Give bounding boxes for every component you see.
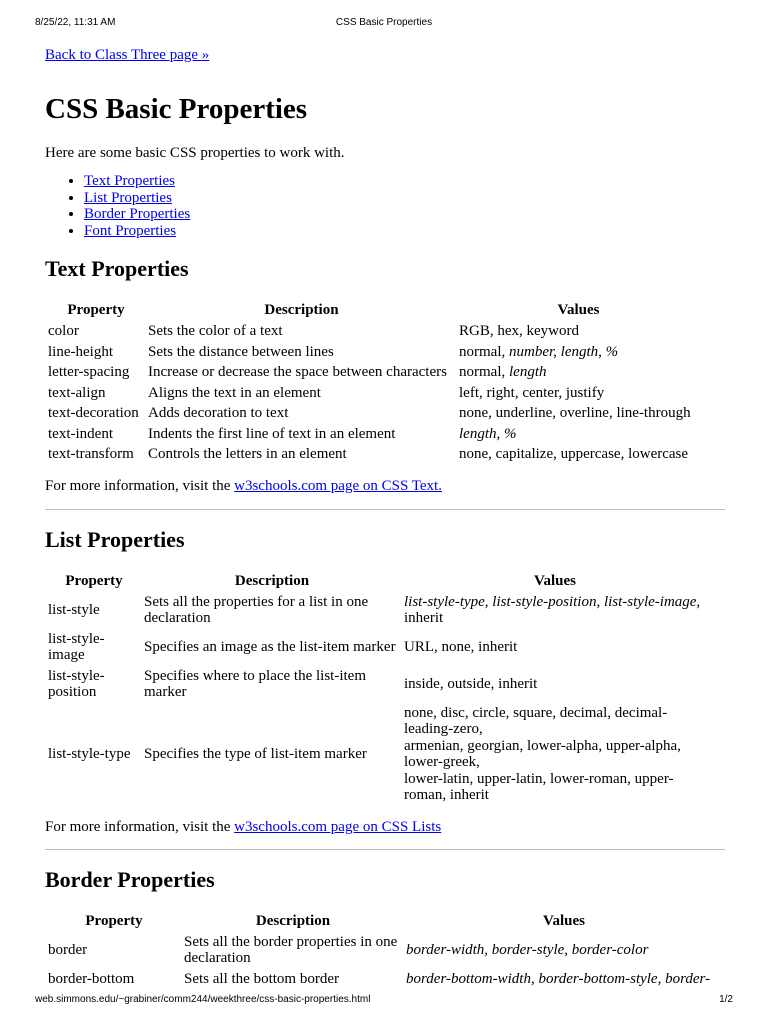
cell-description: Controls the letters in an element [148,446,347,463]
cell-values: border-width, border-style, border-color [406,942,649,959]
toc-link-border[interactable]: Border Properties [84,206,191,223]
toc-item [84,190,725,207]
table-header-row [47,911,723,931]
toc-link-font[interactable]: Font Properties [84,222,177,239]
table-row [47,933,723,968]
table-header-row [47,571,707,591]
column-header-description: Description [255,912,331,929]
cell-property: border [48,942,88,959]
print-url: web.simmons.edu/~grabiner/comm244/weekthree/css-basic-properties.html [35,994,371,1005]
text-properties-table [45,298,701,466]
table-row [47,363,699,382]
list-properties-table [45,569,709,807]
page-content [45,46,725,990]
page-title: CSS Basic Properties [45,93,308,125]
cell-description: Aligns the text in an element [148,384,321,401]
w3schools-lists-link[interactable]: w3schools.com page on CSS Lists [234,818,442,835]
cell-property: letter-spacing [48,364,130,381]
cell-property: text-indent [48,425,113,442]
cell-description: Sets all the bottom border [184,970,339,987]
column-header-property: Property [65,572,123,589]
divider [45,849,725,850]
cell-values: inside, outside, inherit [404,676,538,693]
cell-values: URL, none, inherit [404,639,518,656]
table-row [47,404,699,423]
cell-description: Specifies an image as the list-item marker [144,639,396,656]
cell-values: none, disc, circle, square, decimal, decimal-leading-zero, armenian, georgian, lower-alpha, upper-alpha, lower-greek, lower-latin, upper-latin, lower-roman, upper-roman, inherit [404,704,681,804]
cell-property: border-bottom [48,970,135,987]
section-border-properties [45,866,725,991]
section-list-properties [45,526,725,837]
cell-property: list-style-type [48,746,131,763]
cell-property: line-height [48,343,113,360]
w3schools-text-link[interactable]: w3schools.com page on CSS Text. [234,477,442,494]
print-page-number: 1/2 [719,994,733,1005]
column-header-values: Values [534,572,576,589]
table-of-contents [45,173,725,239]
cell-property: text-decoration [48,405,139,422]
cell-property: list-style [48,602,100,619]
more-info-text: For more information, visit the w3schools.com page on CSS Lists [45,818,442,835]
back-link[interactable]: Back to Class Three page » [45,47,210,63]
cell-property: color [48,323,79,340]
border-properties-table [45,909,725,991]
section-heading: Text Properties [45,256,189,282]
cell-values: RGB, hex, keyword [459,323,579,340]
cell-values: left, right, center, justify [459,384,605,401]
toc-link-list[interactable]: List Properties [84,189,172,206]
cell-values: normal, length [459,364,547,381]
print-title: CSS Basic Properties [335,17,433,28]
cell-description: Specifies the type of list-item marker [144,746,367,763]
cell-property: list-style-image [48,630,105,664]
cell-description: Sets all the border properties in one declaration [184,933,398,967]
cell-description: Sets the color of a text [148,323,283,340]
table-header-row [47,300,699,320]
section-text-properties [45,255,725,496]
cell-description: Increase or decrease the space between characters [148,364,447,381]
divider [45,509,725,510]
column-header-description: Description [264,302,339,319]
table-row [47,704,707,805]
cell-description: Sets the distance between lines [148,343,334,360]
cell-description: Indents the first line of text in an element [148,425,396,442]
more-info-text: For more information, visit the w3schools.com page on CSS Text. [45,477,442,494]
cell-description: Adds decoration to text [148,405,289,422]
table-row [47,384,699,403]
table-row [47,667,707,702]
toc-item [84,223,725,240]
intro-text: Here are some basic CSS properties to work with. [45,145,345,161]
cell-description: Specifies where to place the list-item marker [144,667,367,701]
column-header-values: Values [543,912,585,929]
column-header-description: Description [234,572,310,589]
cell-values: length, % [459,425,517,442]
section-heading: List Properties [45,526,185,552]
toc-link-text[interactable]: Text Properties [84,173,176,189]
cell-values: normal, number, length, % [459,343,619,360]
table-row [47,445,699,464]
column-header-property: Property [85,912,143,929]
toc-item [84,173,725,190]
cell-values: none, underline, overline, line-through [459,405,691,422]
table-row [47,970,723,989]
cell-values: list-style-type, list-style-position, list-style-image, inherit [404,593,701,627]
cell-values: border-bottom-width, border-bottom-style, border- [406,970,711,987]
section-heading: Border Properties [45,866,215,892]
toc-item [84,206,725,223]
print-date: 8/25/22, 11:31 AM [35,17,116,28]
cell-property: text-align [48,384,106,401]
table-row [47,343,699,362]
table-row [47,425,699,444]
cell-description: Sets all the properties for a list in one declaration [144,593,369,627]
cell-property: text-transform [48,446,134,463]
table-row [47,630,707,665]
cell-values: none, capitalize, uppercase, lowercase [459,446,689,463]
column-header-values: Values [557,302,600,319]
table-row [47,322,699,341]
cell-property: list-style-position [48,667,105,701]
table-row [47,593,707,628]
column-header-property: Property [67,302,125,319]
